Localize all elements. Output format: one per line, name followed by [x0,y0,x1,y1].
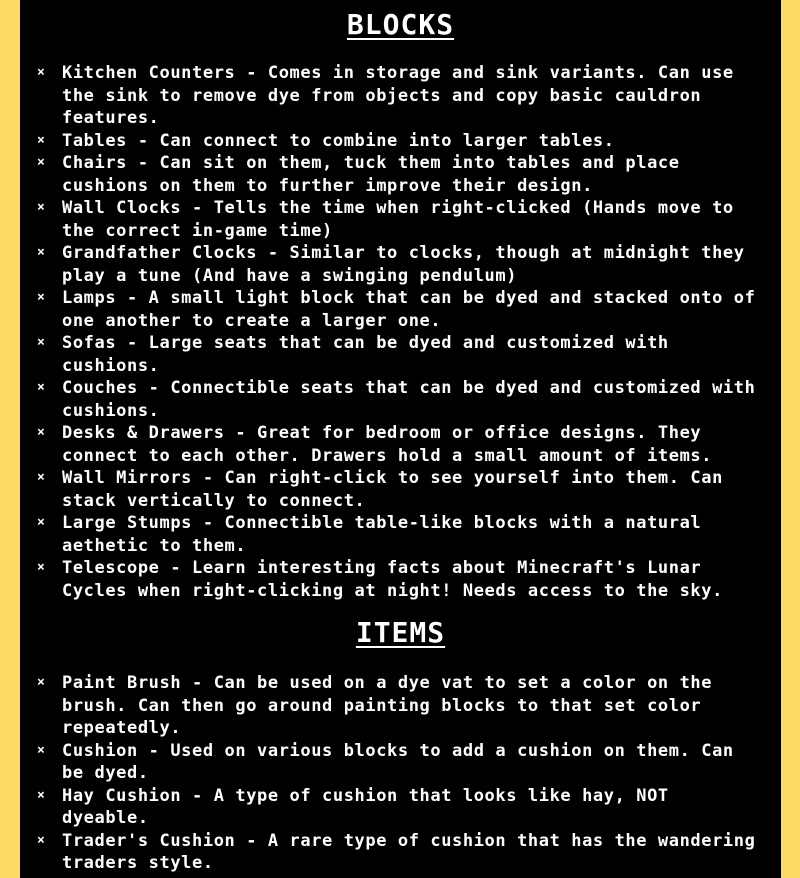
bullet-icon: × [37,290,46,305]
list-item-text: Telescope - Learn interesting facts about Minecraft's Lunar Cycles when right-clicking at night! Needs access to the sky. [62,558,723,601]
list-item-text: Paint Brush - Can be used on a dye vat to set a color on the brush. Can then go around painting blocks to that set color repeatedly. [62,673,713,738]
list-item [20,740,781,785]
list-item-text: Trader's Cushion - A rare type of cushion that has the wandering traders style. [62,830,756,873]
bullet-icon: × [37,425,46,440]
list-item-text: Chairs - Can sit on them, tuck them into tables and place cushions on them to further improve their design. [62,153,680,196]
list-item-text: Sofas - Large seats that can be dyed and customized with cushions. [62,333,669,376]
blocks-list [20,62,781,602]
list-item [20,130,781,153]
list-item-text: Desks & Drawers - Great for bedroom or office designs. They connect to each other. Drawers hold a small amount of items. [62,423,713,466]
blocks-heading: BLOCKS [346,8,455,41]
bullet-icon: × [37,155,46,170]
list-item [20,830,781,875]
list-item-text: Large Stumps - Connectible table-like blocks with a natural aethetic to them. [62,513,702,556]
items-heading: ITEMS [355,616,446,649]
list-item [20,62,781,130]
list-item-text: Hay Cushion - A type of cushion that looks like hay, NOT dyeable. [62,785,669,828]
content-panel [20,0,781,878]
bullet-icon: × [37,787,46,803]
bullet-icon: × [37,200,46,215]
list-item-text: Couches - Connectible seats that can be dyed and customized with cushions. [62,378,756,421]
list-item-text: Grandfather Clocks - Similar to clocks, though at midnight they play a tune (And have a swinging pendulum) [62,243,745,286]
list-item-text: Tables - Can connect to combine into larger tables. [62,130,615,151]
list-item-text: Lamps - A small light block that can be dyed and stacked onto of one another to create a larger one. [62,288,756,331]
bullet-icon: × [37,560,46,575]
list-item [20,557,781,602]
bullet-icon: × [37,132,46,148]
bullet-icon: × [37,470,46,485]
bullet-icon: × [37,335,46,350]
list-item [20,672,781,740]
bullet-icon: × [37,245,46,260]
bullet-icon: × [37,675,46,690]
list-item [20,512,781,557]
list-item-text: Wall Mirrors - Can right-click to see yourself into them. Can stack vertically to connect. [62,468,723,511]
bullet-icon: × [37,515,46,530]
list-item [20,377,781,422]
items-list [20,672,781,875]
bullet-icon: × [37,832,46,848]
bullet-icon: × [37,65,46,80]
list-item [20,197,781,242]
list-item [20,242,781,287]
bullet-icon: × [37,380,46,395]
list-item [20,287,781,332]
list-item-text: Cushion - Used on various blocks to add a cushion on them. Can be dyed. [62,740,734,783]
list-item [20,332,781,377]
list-item-text: Kitchen Counters - Comes in storage and sink variants. Can use the sink to remove dye from objects and copy basic cauldron features. [62,63,734,128]
list-item [20,422,781,467]
list-item [20,467,781,512]
list-item-text: Wall Clocks - Tells the time when right-clicked (Hands move to the correct in-game time) [62,198,734,241]
list-item [20,152,781,197]
list-item [20,785,781,830]
bullet-icon: × [37,742,46,758]
